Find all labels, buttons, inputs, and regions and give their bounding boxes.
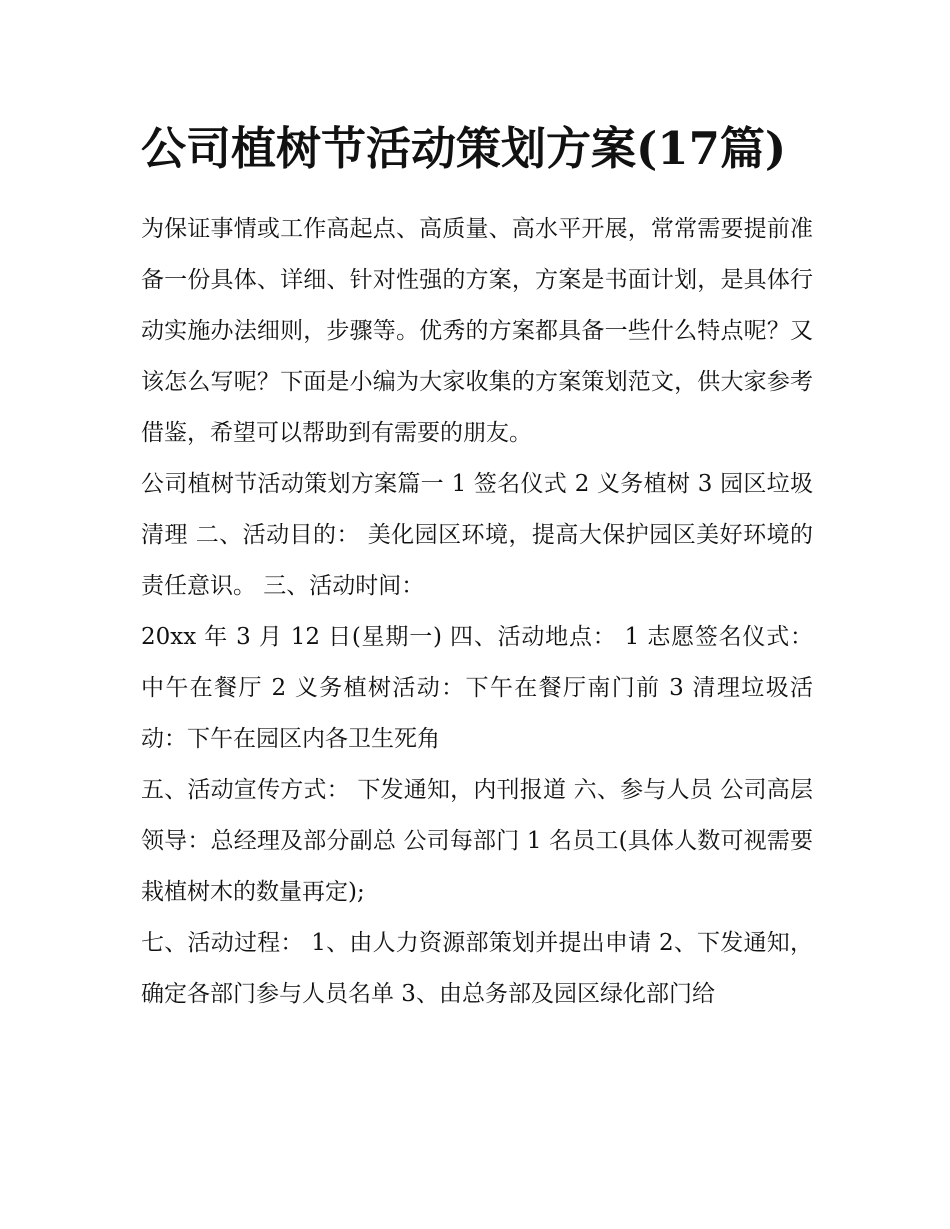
plan-one-paragraph: 公司植树节活动策划方案篇一 1 签名仪式 2 义务植树 3 园区垃圾清理 二、活动目的： 美化园区环境，提高大保护园区美好环境的责任意识。 三、活动时间： bbox=[141, 471, 813, 599]
time-location-paragraph: 20xx 年 3 月 12 日(星期一) 四、活动地点： 1 志愿签名仪式：中午在餐厅 2 义务植树活动：下午在餐厅南门前 3 清理垃圾活动：下午在园区内各卫生死角 bbox=[141, 624, 813, 752]
document-body bbox=[141, 112, 813, 1020]
document-title: 公司植树节活动策划方案(17篇) bbox=[141, 122, 787, 175]
publicity-participants-paragraph: 五、活动宣传方式： 下发通知，内刊报道 六、参与人员 公司高层领导：总经理及部分副总 公司每部门 1 名员工(具体人数可视需要栽植树木的数量再定); bbox=[141, 777, 813, 905]
process-paragraph: 七、活动过程： 1、由人力资源部策划并提出申请 2、下发通知，确定各部门参与人员名单 3、由总务部及园区绿化部门给 bbox=[141, 930, 813, 1007]
intro-paragraph: 为保证事情或工作高起点、高质量、高水平开展，常常需要提前准备一份具体、详细、针对性强的方案，方案是书面计划，是具体行动实施办法细则，步骤等。优秀的方案都具备一些什么特点呢？又该怎么写呢？下面是小编为大家收集的方案策划范文，供大家参考借鉴，希望可以帮助到有需要的朋友。 bbox=[141, 216, 813, 446]
